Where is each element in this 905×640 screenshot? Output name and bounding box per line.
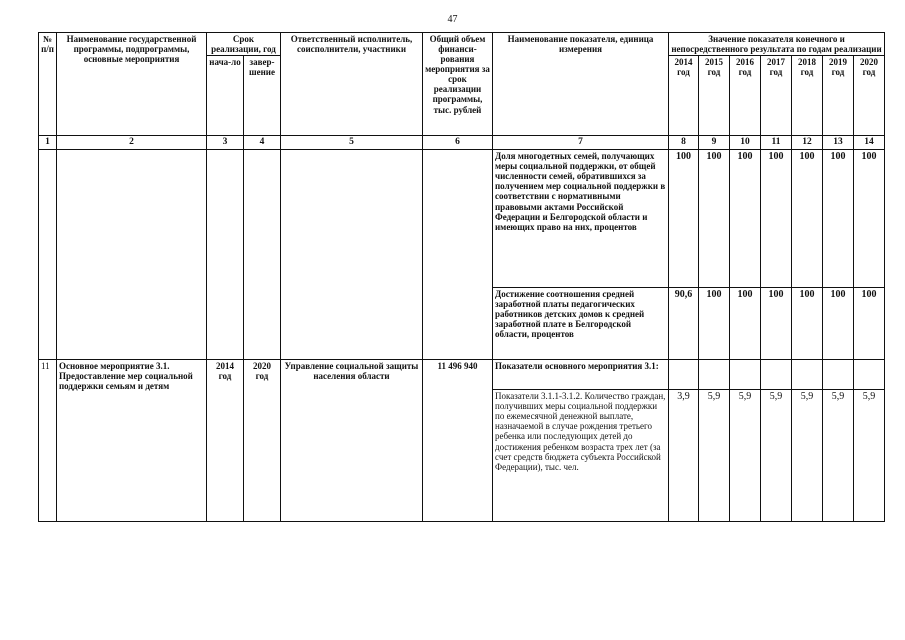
indicator-text: Показатели 3.1.1-3.1.2. Количество граждан, получивших меры социальной поддержки по ежемесячной денежной выплате, назначаемой в случае рождения третьего ребенка или последующих детей до достижения ребенком возраста трех лет (за счет средств бюджета субъекта Российской Федерации), тыс. чел. xyxy=(493,390,669,522)
value-cell: 5,9 xyxy=(792,390,823,522)
header-year: 2018 год xyxy=(792,56,823,136)
main-event-start: 2014 год xyxy=(207,360,244,522)
header-num: № п/п xyxy=(39,33,57,136)
indicator-text: Достижение соотношения средней заработной платы педагогических работников детских домов к средней заработной плате в Белгородской области, процентов xyxy=(493,288,669,360)
header-executor: Ответственный исполнитель, соисполнители, участники xyxy=(281,33,423,136)
value-cell: 100 xyxy=(823,150,854,288)
main-event-funding: 11 496 940 xyxy=(423,360,493,522)
header-year: 2016 год xyxy=(730,56,761,136)
header-year: 2014 год xyxy=(669,56,699,136)
col-number: 4 xyxy=(244,136,281,150)
value-cell: 5,9 xyxy=(854,390,885,522)
header-values: Значение показателя конечного и непосредственного результата по годам реализации xyxy=(669,33,885,56)
header-row xyxy=(39,33,885,56)
value-cell: 100 xyxy=(854,288,885,360)
value-cell: 100 xyxy=(761,150,792,288)
indicator-text: Доля многодетных семей, получающих меры социальной поддержки, от общей численности семей, обратившихся за получением мер социальной поддержки в соответствии с нормативными правовыми актами Российской Федерации и Белгородской области и имеющих право на них, процентов xyxy=(493,150,669,288)
main-event-row xyxy=(39,360,885,390)
main-event-executor: Управление социальной защиты населения области xyxy=(281,360,423,522)
header-funding: Общий объем финанси-рования мероприятия за срок реализации программы, тыс. рублей xyxy=(423,33,493,136)
value-cell: 100 xyxy=(669,150,699,288)
header-year: 2019 год xyxy=(823,56,854,136)
table-row xyxy=(39,150,885,288)
col-number: 6 xyxy=(423,136,493,150)
col-number: 9 xyxy=(699,136,730,150)
col-number: 11 xyxy=(761,136,792,150)
header-start: нача-ло xyxy=(207,56,244,136)
header-program: Наименование государственной программы, подпрограммы, основные мероприятия xyxy=(57,33,207,136)
header-indicator: Наименование показателя, единица измерения xyxy=(493,33,669,136)
value-cell: 100 xyxy=(699,150,730,288)
main-event-name: Основное мероприятие 3.1. Предоставление мер социальной поддержки семьям и детям xyxy=(57,360,207,522)
col-number: 1 xyxy=(39,136,57,150)
header-year: 2015 год xyxy=(699,56,730,136)
header-end: завер-шение xyxy=(244,56,281,136)
value-cell: 100 xyxy=(761,288,792,360)
header-period: Срок реализации, год xyxy=(207,33,281,56)
value-cell: 100 xyxy=(792,150,823,288)
col-number: 3 xyxy=(207,136,244,150)
main-event-num: 11 xyxy=(39,360,57,522)
value-cell: 5,9 xyxy=(699,390,730,522)
col-number: 12 xyxy=(792,136,823,150)
col-number: 13 xyxy=(823,136,854,150)
value-cell: 5,9 xyxy=(730,390,761,522)
indicator-table xyxy=(38,32,885,522)
header-year: 2020 год xyxy=(854,56,885,136)
col-number: 8 xyxy=(669,136,699,150)
column-number-row xyxy=(39,136,885,150)
main-event-end: 2020 год xyxy=(244,360,281,522)
value-cell: 5,9 xyxy=(823,390,854,522)
page-number: 47 xyxy=(447,14,458,25)
col-number: 14 xyxy=(854,136,885,150)
value-cell: 3,9 xyxy=(669,390,699,522)
value-cell: 5,9 xyxy=(761,390,792,522)
value-cell: 100 xyxy=(730,150,761,288)
header-year: 2017 год xyxy=(761,56,792,136)
value-cell: 100 xyxy=(730,288,761,360)
value-cell: 100 xyxy=(854,150,885,288)
value-cell: 100 xyxy=(699,288,730,360)
col-number: 10 xyxy=(730,136,761,150)
value-cell: 100 xyxy=(823,288,854,360)
col-number: 2 xyxy=(57,136,207,150)
value-cell: 90,6 xyxy=(669,288,699,360)
col-number: 5 xyxy=(281,136,423,150)
col-number: 7 xyxy=(493,136,669,150)
value-cell: 100 xyxy=(792,288,823,360)
main-event-indicators-title: Показатели основного мероприятия 3.1: xyxy=(493,360,669,390)
